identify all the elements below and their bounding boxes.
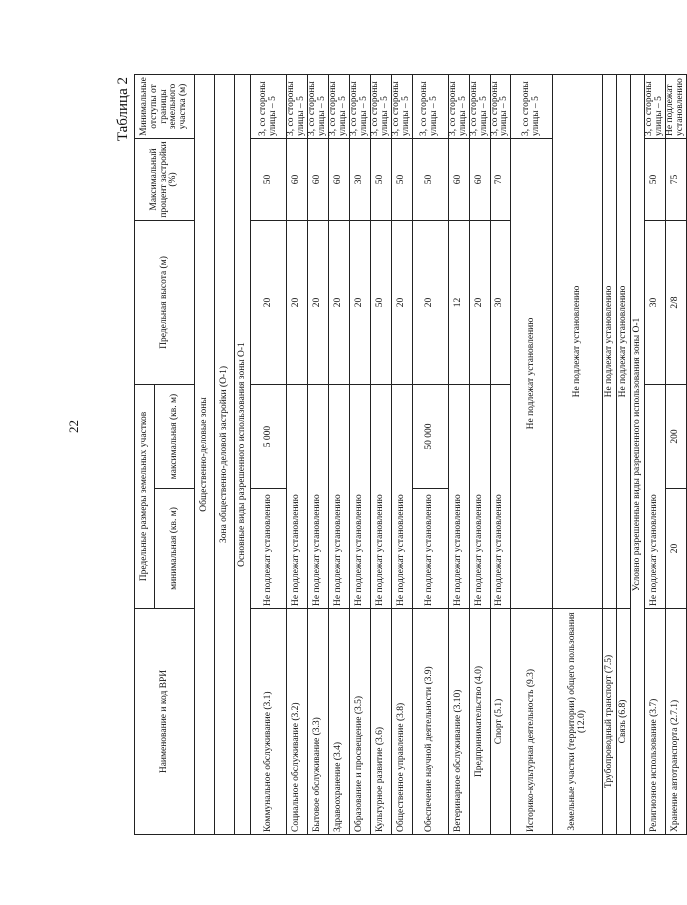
row-name: Предпринимательство (4.0) [469,609,490,835]
table-row [349,75,370,835]
cell-area: Не подлежат установлению [448,385,469,609]
table-row [391,75,412,835]
cell-height: 20 [349,221,370,385]
row-name: Спорт (5.1) [490,609,511,835]
cell-area: Не подлежат установлению [287,385,308,609]
section-main-uses: Основные виды разрешенного использования зоны О-1 [235,75,251,835]
cell-percent: 50 [251,139,287,221]
cell-offsets: 3, со стороны улицы – 5 [349,75,370,139]
cell-merged: Не подлежат установлению [553,75,603,609]
table-row [490,75,511,835]
cell-height: 20 [328,221,349,385]
row-name: Социальное обслуживание (3.2) [287,609,308,835]
cell-min-area: Не подлежат установлению [412,489,448,609]
cell-area: Не подлежат установлению [328,385,349,609]
cell-height: 20 [287,221,308,385]
row-name: Образование и просвещение (3.5) [349,609,370,835]
cell-offsets: 3, со стороны улицы – 5 [412,75,448,139]
row-name: Религиозное использование (3.7) [645,609,666,835]
table-row [617,75,631,835]
header-percent: Максимальный процент застройки (%) [135,139,195,221]
cell-height: 12 [448,221,469,385]
table-row [307,75,328,835]
row-name: Обеспечение научной деятельности (3.9) [412,609,448,835]
cell-area: Не подлежат установлению [469,385,490,609]
cell-percent: 70 [490,139,511,221]
table-row [251,75,287,835]
cell-merged: Не подлежат установлению [617,75,631,609]
cell-percent: 60 [448,139,469,221]
cell-min-area: Не подлежат установлению [251,489,287,609]
cell-percent: 50 [412,139,448,221]
page-number: 22 [66,420,81,433]
cell-offsets: 3, со стороны улицы – 5 [328,75,349,139]
table-row [553,75,603,835]
section-zone: Зона общественно-деловой застройки (О-1) [215,75,235,835]
cell-offsets: 3, со стороны улицы – 5 [391,75,412,139]
row-name: Здравоохранение (3.4) [328,609,349,835]
cell-offsets: 3, со стороны улицы – 5 [469,75,490,139]
table-row [511,75,553,835]
row-name: Связь (6.8) [617,609,631,835]
table-row [469,75,490,835]
table-row [370,75,391,835]
cell-offsets: 3, со стороны улицы – 5 [645,75,666,139]
table-row [287,75,308,835]
cell-max-area: 50 000 [412,385,448,489]
header-offsets: Минимальные отступы от границы земельного участка (м) [135,75,195,139]
cell-percent: 50 [370,139,391,221]
header-sizes: Предельные размеры земельных участков [135,385,155,609]
header-row [135,75,155,835]
rotated-page [112,75,686,835]
cell-percent: 60 [307,139,328,221]
cell-area: Не подлежат установлению [645,385,666,609]
cell-percent: 60 [328,139,349,221]
cell-percent: 50 [391,139,412,221]
row-name: Ветеринарное обслуживание (3.10) [448,609,469,835]
cell-percent: 30 [349,139,370,221]
row-name: Историко-культурная деятельность (9.3) [511,609,553,835]
cell-max-area: 5 000 [251,385,287,489]
row-name: Хранение автотранспорта (2.7.1) [666,609,687,835]
cell-offsets: 3, со стороны улицы – 5 [511,75,553,139]
cell-min-area: 20 [666,489,687,609]
header-min-area: минимальная (кв. м) [155,489,195,609]
header-height: Предельная высота (м) [135,221,195,385]
table-row [666,75,687,835]
table-row [412,75,448,835]
cell-offsets: 3, со стороны улицы – 5 [370,75,391,139]
cell-height: 20 [391,221,412,385]
section-zone-group: Общественно-деловые зоны [195,75,215,835]
cell-merged: Не подлежат установлению [603,75,617,609]
cell-height: 20 [469,221,490,385]
row-name: Коммунальное обслуживание (3.1) [251,609,287,835]
cell-percent: 75 [666,139,687,221]
cell-area: Не подлежат установлению [490,385,511,609]
header-name: Наименование и код ВРИ [135,609,195,835]
cell-percent: 60 [287,139,308,221]
cell-offsets: 3, со стороны улицы – 5 [251,75,287,139]
row-name: Общественное управление (3.8) [391,609,412,835]
cell-height: 20 [251,221,287,385]
row-name: Бытовое обслуживание (3.3) [307,609,328,835]
row-name: Культурное развитие (3.6) [370,609,391,835]
table-row [645,75,666,835]
cell-area: Не подлежат установлению [307,385,328,609]
table-row [603,75,617,835]
cell-merged: Не подлежат установлению [511,139,553,609]
cell-area: Не подлежат установлению [349,385,370,609]
row-name: Земельные участки (территории) общего пользования (12.0) [553,609,603,835]
cell-offsets: Не подлежат установлению [666,75,687,139]
header-max-area: максимальная (кв. м) [155,385,195,489]
row-name: Трубопроводный транспорт (7.5) [603,609,617,835]
cell-area: Не подлежат установлению [391,385,412,609]
cell-height: 20 [412,221,448,385]
cell-height: 2/8 [666,221,687,385]
cell-percent: 50 [645,139,666,221]
table-row [328,75,349,835]
cell-height: 20 [307,221,328,385]
cell-offsets: 3, со стороны улицы – 5 [490,75,511,139]
cell-area: Не подлежат установлению [370,385,391,609]
cell-offsets: 3, со стороны улицы – 5 [287,75,308,139]
cell-percent: 60 [469,139,490,221]
section-cond-uses: Условно разрешенные виды разрешенного использования зоны О-1 [631,75,645,835]
zoning-table [134,74,687,835]
cell-height: 30 [490,221,511,385]
table-caption: Таблица 2 [115,77,131,142]
table-row [448,75,469,835]
cell-height: 50 [370,221,391,385]
cell-height: 30 [645,221,666,385]
cell-offsets: 3, со стороны улицы – 5 [448,75,469,139]
cell-offsets: 3, со стороны улицы – 5 [307,75,328,139]
cell-max-area: 200 [666,385,687,489]
